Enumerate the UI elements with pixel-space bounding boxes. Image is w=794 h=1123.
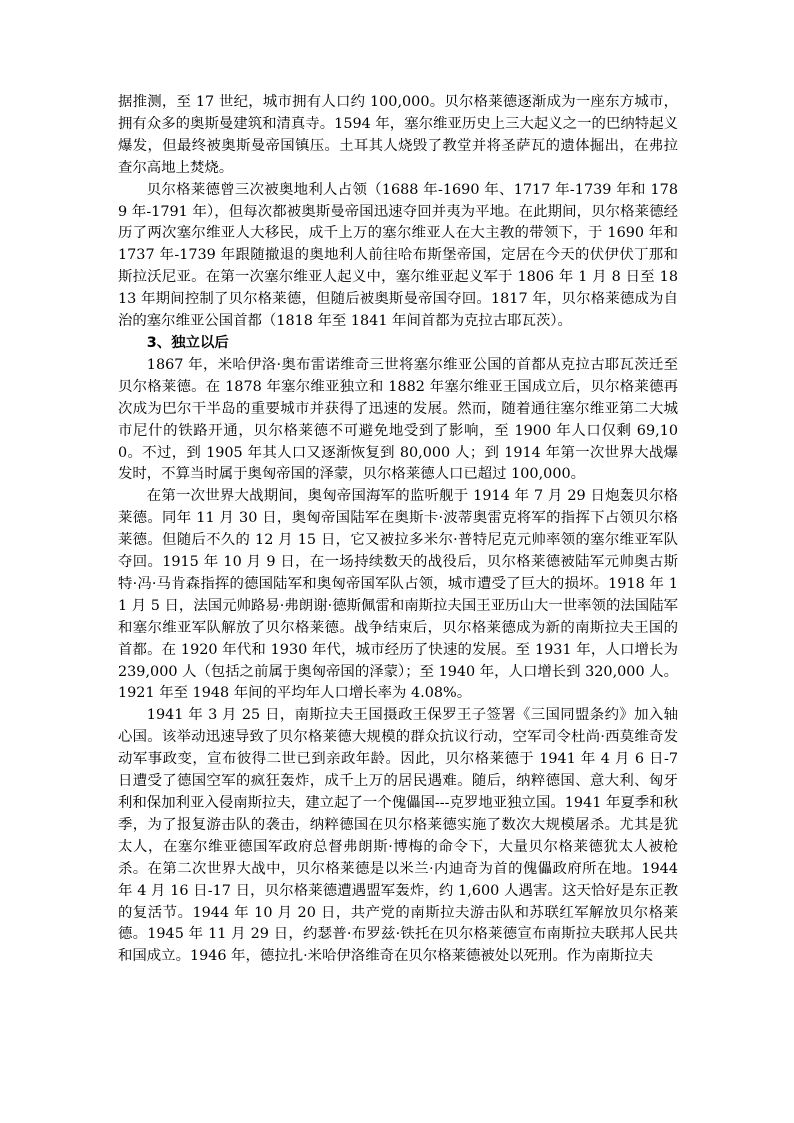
paragraph-population-17th-century: 据推测，至 17 世纪，城市拥有人口约 100,000。贝尔格莱德逐渐成为一座东方城市，拥有众多的奥斯曼建筑和清真寺。1594 年，塞尔维亚历史上三大起义之一的巴纳特起义爆发，但最终被奥斯曼帝国镇压。土耳其人烧毁了教堂并将圣萨瓦的遗体掘出，在弗拉查尔高地上焚烧。	[118, 94, 678, 176]
paragraph-capital-move-1867: 1867 年，米哈伊洛·奥布雷诺维奇三世将塞尔维亚公国的首都从克拉古耶瓦茨迁至贝尔格莱德。在 1878 年塞尔维亚独立和 1882 年塞尔维亚王国成立后，贝尔格莱德再次成为巴尔干半岛的重要城市并获得了迅速的发展。然而，随着通往塞尔维亚第二大城市尼什的铁路开通，贝尔格莱德不可避免地受到了影响，至 1900 年人口仅剩 69,100。不过，到 1905 年其人口又逐渐恢复到 80,000 人；到 1914 年第一次世界大战爆发时，不算当时属于奥匈帝国的泽蒙，贝尔格莱德人口已超过 100,000。	[118, 356, 678, 483]
paragraph-world-war-two: 1941 年 3 月 25 日，南斯拉夫王国摄政王保罗王子签署《三国同盟条约》加入轴心国。该举动迅速导致了贝尔格莱德大规模的群众抗议行动，空军司令杜尚·西莫维奇发动军事政变，宣布彼得二世已到亲政年龄。因此，贝尔格莱德于 1941 年 4 月 6 日-7 日遭受了德国空军的疯狂轰炸，成千上万的居民遇难。随后，纳粹德国、意大利、匈牙利和保加利亚入侵南斯拉夫，建立起了一个傀儡国---克罗地亚独立国。1941 年夏季和秋季，为了报复游击队的袭击，纳粹德国在贝尔格莱德实施了数次大规模屠杀。尤其是犹太人，在塞尔维亚德国军政府总督弗朗斯·博梅的命令下，大量贝尔格莱德犹太人被枪杀。在第二次世界大战中，贝尔格莱德是以米兰·内迪奇为首的傀儡政府所在地。1944 年 4 月 16 日-17 日，贝尔格莱德遭遇盟军轰炸，约 1,600 人遇害。这天恰好是东正教的复活节。1944 年 10 月 20 日，共产党的南斯拉夫游击队和苏联红军解放贝尔格莱德。1945 年 11 月 29 日，约瑟普·布罗兹·铁托在贝尔格莱德宣布南斯拉夫联邦人民共和国成立。1946 年，德拉扎·米哈伊洛维奇在贝尔格莱德被处以死刑。作为南斯拉夫	[118, 707, 678, 965]
paragraph-world-war-one: 在第一次世界大战期间，奥匈帝国海军的监听舰于 1914 年 7 月 29 日炮轰贝尔格莱德。同年 11 月 30 日，奥匈帝国陆军在奥斯卡·波蒂奥雷克将军的指挥下占领贝尔格莱德。但随后不久的 12 月 15 日，它又被拉多米尔·普特尼克元帅率领的塞尔维亚军队夺回。1915 年 10 月 9 日，在一场持续数天的战役后，贝尔格莱德被陆军元帅奥古斯特·冯·马肯森指挥的德国陆军和奥匈帝国军队占领，城市遭受了巨大的损坏。1918 年 11 月 5 日，法国元帅路易·弗朗谢·德斯佩雷和南斯拉夫国王亚历山大一世率领的法国陆军和塞尔维亚军队解放了贝尔格莱德。战争结束后，贝尔格莱德成为新的南斯拉夫王国的首都。在 1920 年代和 1930 年代，城市经历了快速的发展。至 1931 年，人口增长为 239,000 人（包括之前属于奥匈帝国的泽蒙）；至 1940 年，人口增长到 320,000 人。1921 年至 1948 年间的平均年人口增长率为 4.08%。	[118, 488, 678, 702]
section-heading-independence: 3、独立以后	[146, 334, 229, 351]
paragraph-austrian-occupations: 贝尔格莱德曾三次被奥地利人占领（1688 年-1690 年、1717 年-1739 年和 1789 年-1791 年），但每次都被奥斯曼帝国迅速夺回并夷为平地。在此期间，贝尔格莱德经历了两次塞尔维亚人大移民，成千上万的塞尔维亚人在大主教的带领下，于 1690 年和 1737 年-1739 年跟随撤退的奥地利人前往哈布斯堡帝国，定居在今天的伏伊伏丁那和斯拉沃尼亚。在第一次塞尔维亚人起义中，塞尔维亚起义军于 1806 年 1 月 8 日至 1813 年期间控制了贝尔格莱德，但随后被奥斯曼帝国夺回。1817 年，贝尔格莱德成为自治的塞尔维亚公国首都（1818 年至 1841 年间首都为克拉古耶瓦茨）。	[118, 181, 678, 330]
document-page	[118, 92, 678, 968]
